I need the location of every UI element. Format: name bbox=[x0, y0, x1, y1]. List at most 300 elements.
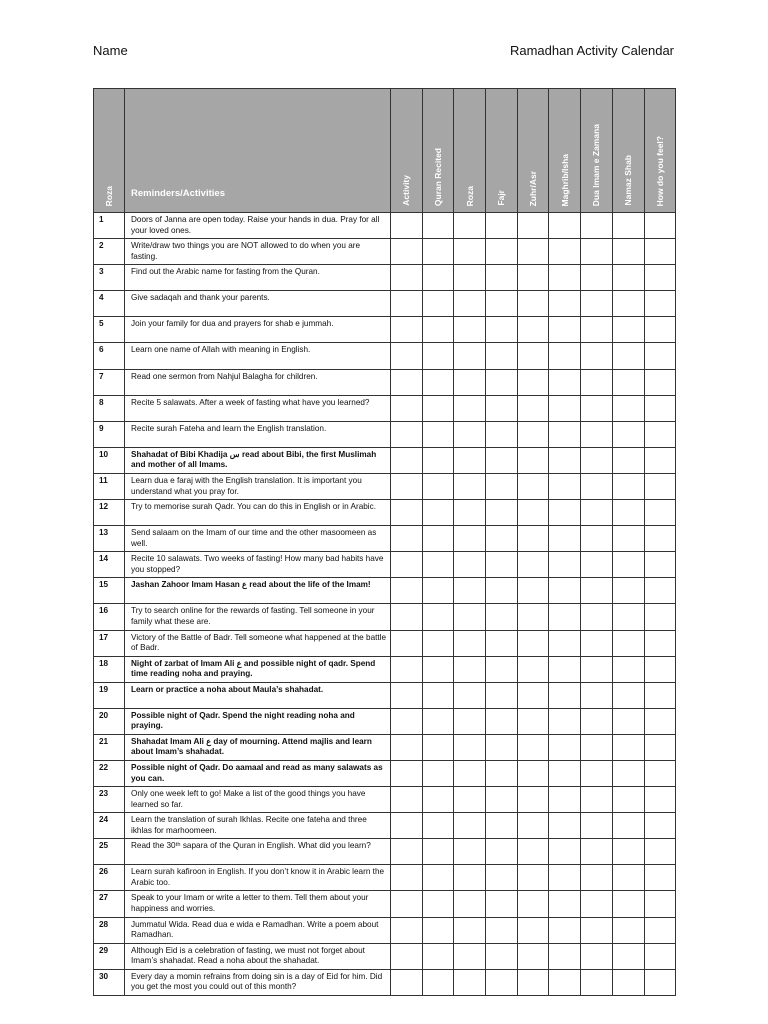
check-cell[interactable] bbox=[517, 421, 549, 447]
check-cell[interactable] bbox=[391, 839, 423, 865]
check-cell[interactable] bbox=[486, 969, 518, 995]
check-cell[interactable] bbox=[454, 395, 486, 421]
check-cell[interactable] bbox=[486, 839, 518, 865]
check-cell[interactable] bbox=[391, 500, 423, 526]
check-cell[interactable] bbox=[644, 917, 676, 943]
day-number: 22 bbox=[94, 760, 125, 786]
check-cell[interactable] bbox=[612, 630, 644, 656]
check-cell[interactable] bbox=[549, 813, 581, 839]
check-cell[interactable] bbox=[486, 604, 518, 630]
check-cell[interactable] bbox=[517, 369, 549, 395]
check-cell[interactable] bbox=[612, 265, 644, 291]
check-cell[interactable] bbox=[581, 239, 613, 265]
check-cell[interactable] bbox=[517, 291, 549, 317]
activity-text: Shahadat Imam Ali ع day of mourning. Attend majlis and learn about Imam’s shahadat. bbox=[125, 734, 391, 760]
check-cell[interactable] bbox=[486, 943, 518, 969]
day-number: 24 bbox=[94, 813, 125, 839]
check-cell[interactable] bbox=[517, 630, 549, 656]
check-cell[interactable] bbox=[644, 552, 676, 578]
check-cell[interactable] bbox=[549, 891, 581, 917]
check-cell[interactable] bbox=[454, 343, 486, 369]
check-cell[interactable] bbox=[486, 369, 518, 395]
check-cell[interactable] bbox=[454, 500, 486, 526]
check-cell[interactable] bbox=[612, 943, 644, 969]
check-cell[interactable] bbox=[391, 787, 423, 813]
check-cell[interactable] bbox=[612, 656, 644, 682]
check-cell[interactable] bbox=[581, 291, 613, 317]
check-cell[interactable] bbox=[486, 447, 518, 473]
check-cell[interactable] bbox=[486, 682, 518, 708]
check-cell[interactable] bbox=[454, 839, 486, 865]
check-cell[interactable] bbox=[581, 839, 613, 865]
check-cell[interactable] bbox=[454, 239, 486, 265]
check-cell[interactable] bbox=[644, 656, 676, 682]
check-cell[interactable] bbox=[612, 239, 644, 265]
check-cell[interactable] bbox=[517, 813, 549, 839]
check-cell[interactable] bbox=[581, 526, 613, 552]
table-row bbox=[94, 917, 676, 943]
check-cell[interactable] bbox=[644, 839, 676, 865]
check-cell[interactable] bbox=[422, 473, 454, 499]
check-cell[interactable] bbox=[391, 630, 423, 656]
check-cell[interactable] bbox=[549, 447, 581, 473]
check-cell[interactable] bbox=[581, 317, 613, 343]
check-cell[interactable] bbox=[549, 656, 581, 682]
activity-text: Doors of Janna are open today. Raise your hands in dua. Pray for all your loved ones. bbox=[125, 213, 391, 239]
check-cell[interactable] bbox=[549, 839, 581, 865]
check-cell[interactable] bbox=[517, 865, 549, 891]
check-cell[interactable] bbox=[454, 421, 486, 447]
check-cell[interactable] bbox=[422, 578, 454, 604]
activity-text: Try to memorise surah Qadr. You can do this in English or in Arabic. bbox=[125, 500, 391, 526]
check-cell[interactable] bbox=[486, 578, 518, 604]
check-cell[interactable] bbox=[391, 265, 423, 291]
check-cell[interactable] bbox=[486, 526, 518, 552]
check-cell[interactable] bbox=[391, 343, 423, 369]
check-cell[interactable] bbox=[581, 369, 613, 395]
check-cell[interactable] bbox=[549, 265, 581, 291]
check-cell[interactable] bbox=[549, 760, 581, 786]
check-cell[interactable] bbox=[422, 734, 454, 760]
check-cell[interactable] bbox=[581, 760, 613, 786]
check-cell[interactable] bbox=[517, 839, 549, 865]
check-cell[interactable] bbox=[644, 395, 676, 421]
check-cell[interactable] bbox=[517, 447, 549, 473]
check-cell[interactable] bbox=[549, 291, 581, 317]
check-cell[interactable] bbox=[517, 943, 549, 969]
check-cell[interactable] bbox=[391, 604, 423, 630]
check-cell[interactable] bbox=[612, 213, 644, 239]
check-cell[interactable] bbox=[612, 813, 644, 839]
check-cell[interactable] bbox=[422, 656, 454, 682]
check-cell[interactable] bbox=[486, 656, 518, 682]
check-cell[interactable] bbox=[581, 865, 613, 891]
check-cell[interactable] bbox=[454, 943, 486, 969]
activity-text: Recite 10 salawats. Two weeks of fasting! How many bad habits have you stopped? bbox=[125, 552, 391, 578]
check-cell[interactable] bbox=[644, 760, 676, 786]
check-cell[interactable] bbox=[422, 787, 454, 813]
check-cell[interactable] bbox=[422, 839, 454, 865]
check-cell[interactable] bbox=[517, 500, 549, 526]
check-cell[interactable] bbox=[581, 552, 613, 578]
check-cell[interactable] bbox=[391, 682, 423, 708]
check-cell[interactable] bbox=[391, 526, 423, 552]
check-cell[interactable] bbox=[581, 656, 613, 682]
check-cell[interactable] bbox=[391, 213, 423, 239]
check-cell[interactable] bbox=[391, 369, 423, 395]
check-cell[interactable] bbox=[549, 917, 581, 943]
check-cell[interactable] bbox=[549, 604, 581, 630]
check-cell[interactable] bbox=[486, 630, 518, 656]
column-header-check-label: Quran Recited bbox=[433, 147, 444, 206]
check-cell[interactable] bbox=[391, 421, 423, 447]
check-cell[interactable] bbox=[486, 473, 518, 499]
check-cell[interactable] bbox=[391, 969, 423, 995]
activity-text: Learn one name of Allah with meaning in English. bbox=[125, 343, 391, 369]
check-cell[interactable] bbox=[486, 917, 518, 943]
check-cell[interactable] bbox=[454, 656, 486, 682]
check-cell[interactable] bbox=[422, 917, 454, 943]
check-cell[interactable] bbox=[549, 708, 581, 734]
check-cell[interactable] bbox=[454, 213, 486, 239]
check-cell[interactable] bbox=[391, 473, 423, 499]
check-cell[interactable] bbox=[454, 813, 486, 839]
check-cell[interactable] bbox=[549, 500, 581, 526]
check-cell[interactable] bbox=[517, 239, 549, 265]
column-header-reminders: Reminders/Activities bbox=[125, 89, 391, 213]
check-cell[interactable] bbox=[486, 552, 518, 578]
check-cell[interactable] bbox=[549, 395, 581, 421]
check-cell[interactable] bbox=[644, 239, 676, 265]
check-cell[interactable] bbox=[422, 891, 454, 917]
check-cell[interactable] bbox=[517, 578, 549, 604]
check-cell[interactable] bbox=[486, 395, 518, 421]
check-cell[interactable] bbox=[391, 447, 423, 473]
check-cell[interactable] bbox=[612, 421, 644, 447]
check-cell[interactable] bbox=[391, 317, 423, 343]
check-cell[interactable] bbox=[517, 395, 549, 421]
check-cell[interactable] bbox=[486, 813, 518, 839]
check-cell[interactable] bbox=[549, 630, 581, 656]
check-cell[interactable] bbox=[549, 526, 581, 552]
check-cell[interactable] bbox=[454, 760, 486, 786]
check-cell[interactable] bbox=[391, 734, 423, 760]
check-cell[interactable] bbox=[517, 343, 549, 369]
check-cell[interactable] bbox=[486, 239, 518, 265]
check-cell[interactable] bbox=[486, 891, 518, 917]
table-row bbox=[94, 265, 676, 291]
check-cell[interactable] bbox=[612, 578, 644, 604]
check-cell[interactable] bbox=[517, 682, 549, 708]
check-cell[interactable] bbox=[422, 213, 454, 239]
day-number: 25 bbox=[94, 839, 125, 865]
check-cell[interactable] bbox=[486, 421, 518, 447]
check-cell[interactable] bbox=[644, 317, 676, 343]
check-cell[interactable] bbox=[581, 213, 613, 239]
check-cell[interactable] bbox=[422, 630, 454, 656]
table-row bbox=[94, 708, 676, 734]
check-cell[interactable] bbox=[486, 500, 518, 526]
check-cell[interactable] bbox=[581, 500, 613, 526]
check-cell[interactable] bbox=[454, 865, 486, 891]
check-cell[interactable] bbox=[644, 891, 676, 917]
check-cell[interactable] bbox=[612, 395, 644, 421]
check-cell[interactable] bbox=[612, 552, 644, 578]
check-cell[interactable] bbox=[454, 604, 486, 630]
check-cell[interactable] bbox=[517, 213, 549, 239]
day-number: 20 bbox=[94, 708, 125, 734]
check-cell[interactable] bbox=[422, 943, 454, 969]
check-cell[interactable] bbox=[549, 578, 581, 604]
check-cell[interactable] bbox=[517, 787, 549, 813]
check-cell[interactable] bbox=[422, 604, 454, 630]
activity-text: Read one sermon from Nahjul Balagha for children. bbox=[125, 369, 391, 395]
check-cell[interactable] bbox=[549, 969, 581, 995]
check-cell[interactable] bbox=[517, 917, 549, 943]
check-cell[interactable] bbox=[391, 656, 423, 682]
check-cell[interactable] bbox=[454, 552, 486, 578]
check-cell[interactable] bbox=[644, 787, 676, 813]
check-cell[interactable] bbox=[581, 265, 613, 291]
check-cell[interactable] bbox=[581, 943, 613, 969]
check-cell[interactable] bbox=[644, 708, 676, 734]
table-header-row bbox=[94, 89, 676, 213]
check-cell[interactable] bbox=[612, 682, 644, 708]
check-cell[interactable] bbox=[391, 917, 423, 943]
check-cell[interactable] bbox=[581, 604, 613, 630]
check-cell[interactable] bbox=[581, 813, 613, 839]
check-cell[interactable] bbox=[454, 787, 486, 813]
check-cell[interactable] bbox=[581, 787, 613, 813]
check-cell[interactable] bbox=[549, 369, 581, 395]
check-cell[interactable] bbox=[454, 734, 486, 760]
check-cell[interactable] bbox=[581, 891, 613, 917]
check-cell[interactable] bbox=[422, 682, 454, 708]
check-cell[interactable] bbox=[391, 578, 423, 604]
check-cell[interactable] bbox=[454, 682, 486, 708]
check-cell[interactable] bbox=[422, 395, 454, 421]
table-row bbox=[94, 343, 676, 369]
check-cell[interactable] bbox=[454, 369, 486, 395]
table-row bbox=[94, 943, 676, 969]
check-cell[interactable] bbox=[422, 865, 454, 891]
check-cell[interactable] bbox=[454, 969, 486, 995]
check-cell[interactable] bbox=[612, 317, 644, 343]
check-cell[interactable] bbox=[391, 708, 423, 734]
check-cell[interactable] bbox=[612, 291, 644, 317]
check-cell[interactable] bbox=[612, 500, 644, 526]
check-cell[interactable] bbox=[549, 552, 581, 578]
check-cell[interactable] bbox=[644, 213, 676, 239]
check-cell[interactable] bbox=[612, 473, 644, 499]
check-cell[interactable] bbox=[612, 447, 644, 473]
check-cell[interactable] bbox=[517, 656, 549, 682]
check-cell[interactable] bbox=[644, 526, 676, 552]
check-cell[interactable] bbox=[517, 552, 549, 578]
check-cell[interactable] bbox=[486, 343, 518, 369]
check-cell[interactable] bbox=[422, 500, 454, 526]
check-cell[interactable] bbox=[454, 630, 486, 656]
column-header-check-label: Fajr bbox=[496, 190, 507, 206]
check-cell[interactable] bbox=[486, 317, 518, 343]
check-cell[interactable] bbox=[644, 291, 676, 317]
check-cell[interactable] bbox=[486, 734, 518, 760]
check-cell[interactable] bbox=[517, 708, 549, 734]
check-cell[interactable] bbox=[581, 421, 613, 447]
check-cell[interactable] bbox=[612, 760, 644, 786]
check-cell[interactable] bbox=[391, 943, 423, 969]
check-cell[interactable] bbox=[486, 213, 518, 239]
check-cell[interactable] bbox=[581, 343, 613, 369]
check-cell[interactable] bbox=[454, 917, 486, 943]
check-cell[interactable] bbox=[644, 630, 676, 656]
table-row bbox=[94, 604, 676, 630]
check-cell[interactable] bbox=[644, 578, 676, 604]
check-cell[interactable] bbox=[549, 421, 581, 447]
check-cell[interactable] bbox=[581, 734, 613, 760]
check-cell[interactable] bbox=[391, 813, 423, 839]
check-cell[interactable] bbox=[391, 865, 423, 891]
check-cell[interactable] bbox=[581, 630, 613, 656]
check-cell[interactable] bbox=[422, 265, 454, 291]
check-cell[interactable] bbox=[517, 473, 549, 499]
check-cell[interactable] bbox=[581, 708, 613, 734]
check-cell[interactable] bbox=[486, 708, 518, 734]
check-cell[interactable] bbox=[549, 239, 581, 265]
check-cell[interactable] bbox=[422, 291, 454, 317]
check-cell[interactable] bbox=[422, 813, 454, 839]
check-cell[interactable] bbox=[391, 552, 423, 578]
check-cell[interactable] bbox=[391, 395, 423, 421]
check-cell[interactable] bbox=[454, 265, 486, 291]
check-cell[interactable] bbox=[549, 865, 581, 891]
column-header-check bbox=[549, 89, 581, 213]
check-cell[interactable] bbox=[486, 265, 518, 291]
activity-text: Speak to your Imam or write a letter to them. Tell them about your happiness and worries. bbox=[125, 891, 391, 917]
check-cell[interactable] bbox=[391, 760, 423, 786]
check-cell[interactable] bbox=[454, 708, 486, 734]
check-cell[interactable] bbox=[517, 265, 549, 291]
check-cell[interactable] bbox=[422, 760, 454, 786]
check-cell[interactable] bbox=[644, 265, 676, 291]
check-cell[interactable] bbox=[644, 343, 676, 369]
check-cell[interactable] bbox=[644, 865, 676, 891]
check-cell[interactable] bbox=[644, 500, 676, 526]
check-cell[interactable] bbox=[644, 473, 676, 499]
check-cell[interactable] bbox=[422, 421, 454, 447]
activity-text: Only one week left to go! Make a list of the good things you have learned so far. bbox=[125, 787, 391, 813]
check-cell[interactable] bbox=[644, 369, 676, 395]
check-cell[interactable] bbox=[391, 291, 423, 317]
check-cell[interactable] bbox=[454, 578, 486, 604]
check-cell[interactable] bbox=[612, 369, 644, 395]
check-cell[interactable] bbox=[644, 943, 676, 969]
day-number: 18 bbox=[94, 656, 125, 682]
check-cell[interactable] bbox=[612, 343, 644, 369]
check-cell[interactable] bbox=[454, 891, 486, 917]
check-cell[interactable] bbox=[486, 291, 518, 317]
activity-text: Jummatul Wida. Read dua e wida e Ramadhan. Write a poem about Ramadhan. bbox=[125, 917, 391, 943]
check-cell[interactable] bbox=[549, 682, 581, 708]
activity-calendar-table bbox=[93, 88, 676, 996]
check-cell[interactable] bbox=[612, 708, 644, 734]
check-cell[interactable] bbox=[612, 891, 644, 917]
check-cell[interactable] bbox=[612, 604, 644, 630]
check-cell[interactable] bbox=[517, 317, 549, 343]
check-cell[interactable] bbox=[612, 865, 644, 891]
check-cell[interactable] bbox=[549, 317, 581, 343]
check-cell[interactable] bbox=[422, 447, 454, 473]
check-cell[interactable] bbox=[549, 734, 581, 760]
check-cell[interactable] bbox=[549, 473, 581, 499]
check-cell[interactable] bbox=[581, 473, 613, 499]
check-cell[interactable] bbox=[549, 787, 581, 813]
check-cell[interactable] bbox=[422, 526, 454, 552]
check-cell[interactable] bbox=[612, 839, 644, 865]
check-cell[interactable] bbox=[517, 891, 549, 917]
check-cell[interactable] bbox=[454, 526, 486, 552]
activity-text: Shahadat of Bibi Khadija س read about Bibi, the first Muslimah and mother of all Imams. bbox=[125, 447, 391, 473]
check-cell[interactable] bbox=[549, 343, 581, 369]
check-cell[interactable] bbox=[422, 369, 454, 395]
check-cell[interactable] bbox=[549, 943, 581, 969]
check-cell[interactable] bbox=[517, 526, 549, 552]
check-cell[interactable] bbox=[581, 578, 613, 604]
check-cell[interactable] bbox=[454, 473, 486, 499]
check-cell[interactable] bbox=[644, 734, 676, 760]
check-cell[interactable] bbox=[486, 865, 518, 891]
check-cell[interactable] bbox=[612, 526, 644, 552]
check-cell[interactable] bbox=[454, 317, 486, 343]
check-cell[interactable] bbox=[391, 891, 423, 917]
check-cell[interactable] bbox=[422, 969, 454, 995]
check-cell[interactable] bbox=[486, 787, 518, 813]
check-cell[interactable] bbox=[644, 682, 676, 708]
day-number: 3 bbox=[94, 265, 125, 291]
check-cell[interactable] bbox=[422, 343, 454, 369]
check-cell[interactable] bbox=[422, 708, 454, 734]
check-cell[interactable] bbox=[422, 317, 454, 343]
check-cell[interactable] bbox=[644, 813, 676, 839]
check-cell[interactable] bbox=[422, 239, 454, 265]
check-cell[interactable] bbox=[517, 760, 549, 786]
check-cell[interactable] bbox=[422, 552, 454, 578]
check-cell[interactable] bbox=[612, 734, 644, 760]
check-cell[interactable] bbox=[517, 604, 549, 630]
check-cell[interactable] bbox=[581, 682, 613, 708]
check-cell[interactable] bbox=[391, 239, 423, 265]
check-cell[interactable] bbox=[644, 447, 676, 473]
check-cell[interactable] bbox=[486, 760, 518, 786]
day-number: 29 bbox=[94, 943, 125, 969]
day-number: 17 bbox=[94, 630, 125, 656]
check-cell[interactable] bbox=[454, 291, 486, 317]
check-cell[interactable] bbox=[454, 447, 486, 473]
check-cell[interactable] bbox=[517, 969, 549, 995]
check-cell[interactable] bbox=[612, 917, 644, 943]
check-cell[interactable] bbox=[644, 969, 676, 995]
check-cell[interactable] bbox=[644, 421, 676, 447]
check-cell[interactable] bbox=[581, 447, 613, 473]
check-cell[interactable] bbox=[612, 969, 644, 995]
check-cell[interactable] bbox=[517, 734, 549, 760]
check-cell[interactable] bbox=[549, 213, 581, 239]
check-cell[interactable] bbox=[612, 787, 644, 813]
check-cell[interactable] bbox=[581, 917, 613, 943]
check-cell[interactable] bbox=[581, 395, 613, 421]
check-cell[interactable] bbox=[581, 969, 613, 995]
check-cell[interactable] bbox=[644, 604, 676, 630]
